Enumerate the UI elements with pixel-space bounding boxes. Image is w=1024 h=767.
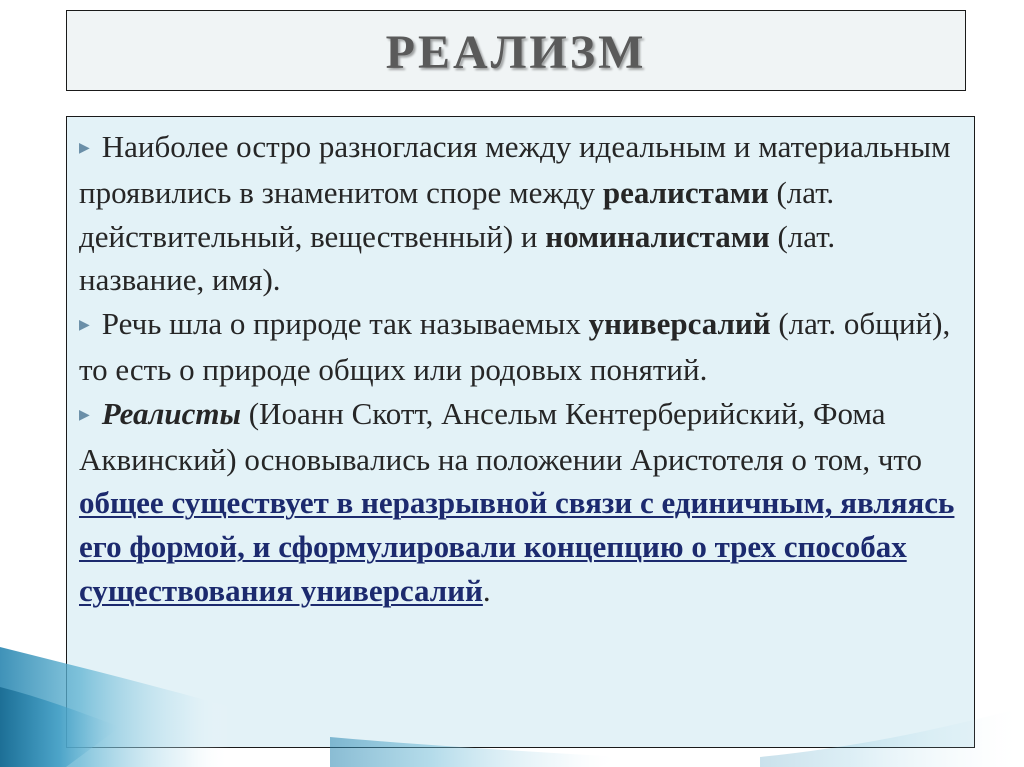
p1-text-2: (лат. действительный, вещественный) и <box>79 174 835 254</box>
content-text <box>79 125 960 613</box>
p3-term-realists: Реалисты <box>101 395 241 431</box>
p1-text-3: (лат. название, имя). <box>79 218 836 298</box>
p2-text-2: (лат. общий), то есть о природе общих или родовых понятий. <box>79 306 951 387</box>
p3-emphasis: общее существует в неразрывной связи с единичным, являясь его формой, и сформулировали концепцию о трех способах существования универсалий <box>79 485 955 608</box>
slide-title: РЕАЛИЗМ <box>385 26 647 79</box>
p3-text-1: (Иоанн Скотт, Ансельм Кентерберийский, Фома Аквинский) основывались на положении Аристотеля о том, что <box>79 395 923 477</box>
p1-term-nominalists: номиналистами <box>545 218 770 254</box>
p1-text-1: Наиболее остро разногласия между идеальным и материальным проявились в знаменитом споре между <box>79 129 951 210</box>
title-box <box>66 10 966 91</box>
bullet-icon: ▶ <box>79 140 90 156</box>
p1-term-realists: реалистами <box>602 174 769 210</box>
bullet-icon: ▶ <box>79 317 90 334</box>
bullet-icon: ▶ <box>79 406 90 423</box>
p2-term-universals: универсалий <box>588 306 771 342</box>
p2-text-1: Речь шла о природе так называемых <box>101 306 589 342</box>
content-box <box>66 116 975 748</box>
p3-end: . <box>482 572 491 608</box>
